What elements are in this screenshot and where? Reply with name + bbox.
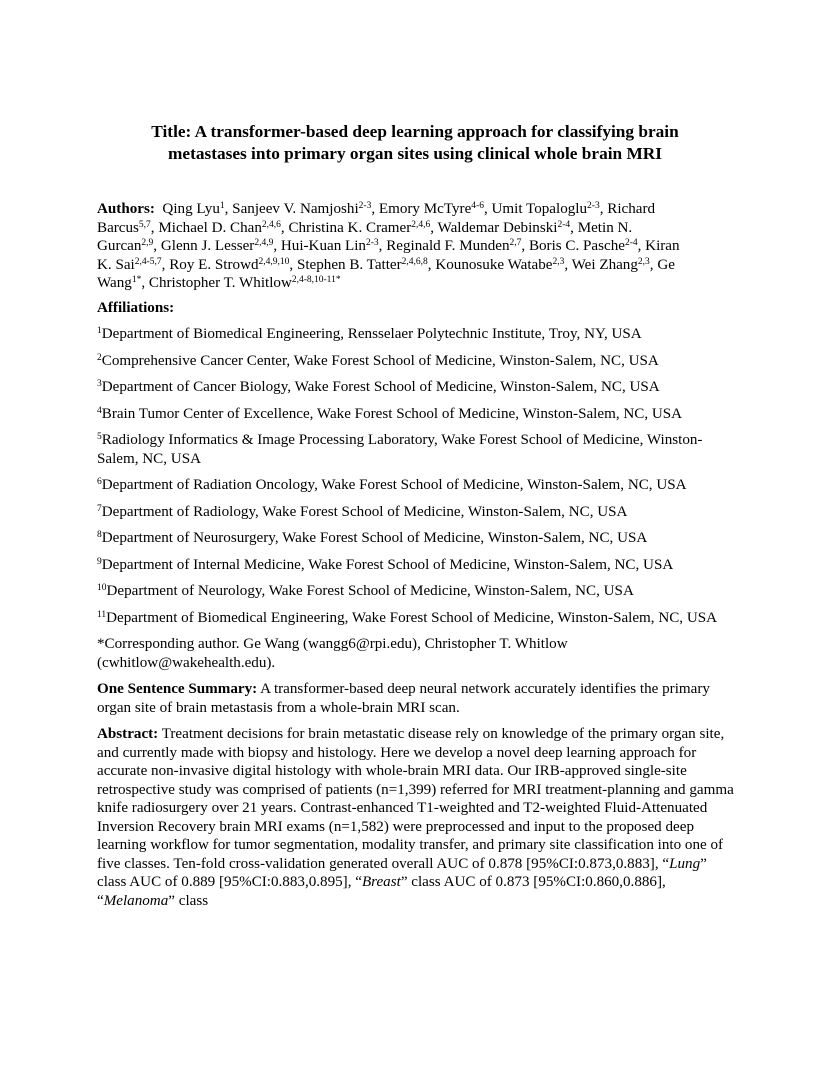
author-affiliation-sup: 4-6 — [471, 201, 484, 211]
corresponding-author: *Corresponding author. Ge Wang (wangg6@rpi.edu), Christopher T. Whitlow (cwhitlow@wakehealth.edu). — [97, 636, 568, 671]
author-affiliation-sup: 2,7 — [509, 238, 522, 248]
abstract: Abstract: Treatment decisions for brain metastatic disease rely on knowledge of the primary organ site, and currently made with biopsy and histology. Here we develop a novel deep learning approach for accurate non-invasive digital histology with whole-brain MRI data. Our IRB-approved single-site retrospective study was comprised of patients (n=1,399) referred for MRI treatment-planning and gamma knife radiosurgery over 21 years. Contrast-enhanced T1-weighted and T2-weighted Fluid-Attenuated Inversion Recovery brain MRI exams (n=1,582) were preprocessed and input to the proposed deep learning workflow for tumor segmentation, modality transfer, and primary site classification into one of five classes. Ten-fold cross-validation generated overall AUC of 0.878 [95%CI:0.873,0.883], “Lung” class AUC of 0.889 [95%CI:0.883,0.895], “Breast” class AUC of 0.873 [95%CI:0.860,0.886], “Melanoma” class — [97, 726, 734, 909]
author-affiliation-sup: 2,4,9,10 — [258, 256, 290, 267]
affiliation-item: $^{10}$Department of Neurology, Wake Forest School of Medicine, Winston-Salem, NC, USA — [97, 583, 634, 599]
author-affiliation-sup: 2,4,6 — [261, 219, 281, 230]
summary-text: A transformer-based deep neural network accurately identifies the primary organ site of brain metastasis from a whole-brain MRI scan. — [97, 681, 710, 716]
author-affiliation-sup: 1* — [131, 275, 142, 285]
affiliation-item: $^3$Department of Cancer Biology, Wake Forest School of Medicine, Winston-Salem, NC, USA — [97, 379, 660, 395]
author-affiliation-sup: 2,3 — [552, 256, 565, 267]
affiliation-item: $^6$Department of Radiation Oncology, Wake Forest School of Medicine, Winston-Salem, NC, USA — [97, 477, 687, 493]
author-affiliation-sup: 2-3 — [365, 238, 379, 248]
author-affiliation-sup: 2-4 — [557, 219, 571, 230]
author-affiliation-sup: 2,4,6,8 — [401, 256, 428, 267]
author: Boris C. Pasche — [528, 238, 625, 254]
author: Hui-Kuan Lin — [280, 238, 366, 254]
author: Umit Topaloglu — [491, 201, 588, 217]
authors-block — [97, 200, 737, 293]
author-affiliation-sup: 5,7 — [138, 219, 151, 230]
author-affiliation-sup: 2,3 — [637, 256, 650, 267]
one-sentence-summary — [97, 680, 737, 717]
affiliation-item: $^7$Department of Radiology, Wake Forest School of Medicine, Winston-Salem, NC, USA — [97, 503, 628, 520]
authors-line: Authors: Qing Lyu$^1$, Sanjeev V. Namjoshi$^{2-3}$, Emory McTyre$^{4-6}$, Umit Topaloglu$^{2-3}$, Richard — [97, 201, 656, 217]
author: Emory McTyre — [378, 201, 472, 217]
affiliation-item: $^1$Department of Biomedical Engineering, Rensselaer Polytechnic Institute, Troy, NY, USA — [97, 326, 642, 342]
author-affiliation-sup: 2,4-8,10-11* — [291, 275, 341, 285]
author: Christopher T. Whitlow — [148, 275, 292, 291]
affiliation-item: $^2$Comprehensive Cancer Center, Wake Forest School of Medicine, Winston-Salem, NC, USA — [97, 352, 659, 369]
author: Waldemar Debinski — [437, 219, 558, 236]
author-affiliation-sup: 1 — [219, 201, 225, 211]
affiliation-item: $^9$Department of Internal Medicine, Wake Forest School of Medicine, Winston-Salem, NC, USA — [97, 556, 674, 573]
author: Kounosuke Watabe — [435, 256, 553, 273]
author: Roy E. Strowd — [169, 256, 259, 273]
paper-title — [97, 121, 733, 165]
author-affiliation-sup: 2-3 — [358, 201, 372, 211]
authors-line: K. Sai$^{2,4-5,7}$, Roy E. Strowd$^{2,4,9,10}$, Stephen B. Tatter$^{2,4,6,8}$, Kounosuke Watabe$^{2,3}$, Wei Zhang$^{2,3}$, Ge — [97, 256, 675, 273]
author: Sanjeev V. Namjoshi — [232, 201, 359, 217]
author-affiliation-sup: 2,4,6 — [411, 219, 431, 230]
paper-body — [97, 200, 737, 910]
author: Glenn J. Lesser — [160, 238, 255, 254]
author: Qing Lyu — [162, 201, 220, 217]
author-affiliation-sup: 2,4-5,7 — [134, 256, 162, 267]
authors-line: Wang$^{1*}$, Christopher T. Whitlow$^{2,4-8,10-11*}$ — [97, 275, 341, 291]
authors-line: Gurcan$^{2,9}$, Glenn J. Lesser$^{2,4,9}$, Hui-Kuan Lin$^{2-3}$, Reginald F. Munden$^{2,7}$, Boris C. Pasche$^{2-4}$, Kiran — [97, 238, 680, 254]
author: Wei Zhang — [571, 256, 638, 273]
title-line-2: metastases into primary organ sites using clinical whole brain MRI — [168, 144, 662, 163]
authors-line: Barcus$^{5,7}$, Michael D. Chan$^{2,4,6}$, Christina K. Cramer$^{2,4,6}$, Waldemar Debinski$^{2-4}$, Metin N. — [97, 219, 633, 236]
author-affiliation-sup: 2-3 — [587, 201, 600, 211]
author-affiliation-sup: 2-4 — [624, 238, 638, 248]
author-affiliation-sup: 2,4,9 — [254, 238, 274, 248]
authors-label: Authors: — [97, 201, 155, 217]
affiliation-item: $^4$Brain Tumor Center of Excellence, Wake Forest School of Medicine, Winston-Salem, NC, USA — [97, 405, 683, 422]
affiliation-item: $^8$Department of Neurosurgery, Wake Forest School of Medicine, Winston-Salem, NC, USA — [97, 530, 648, 546]
affiliation-item: $^5$Radiology Informatics & Image Processing Laboratory, Wake Forest School of Medicine, Winston-Salem, NC, USA — [97, 432, 703, 467]
author: Michael D. Chan — [158, 219, 262, 236]
abstract-label: Abstract: — [97, 726, 159, 742]
author: Reginald F. Munden — [386, 238, 510, 254]
author-affiliation-sup: 2,9 — [141, 238, 154, 248]
affiliation-item: $^{11}$Department of Biomedical Engineering, Wake Forest School of Medicine, Winston-Salem, NC, USA — [97, 609, 718, 626]
title-line-1: Title: A transformer-based deep learning approach for classifying brain — [151, 122, 679, 141]
affiliations-heading: Affiliations: — [97, 299, 175, 316]
author: Stephen B. Tatter — [296, 256, 402, 273]
summary-label: One Sentence Summary: — [97, 681, 258, 697]
author: Christina K. Cramer — [288, 219, 412, 236]
